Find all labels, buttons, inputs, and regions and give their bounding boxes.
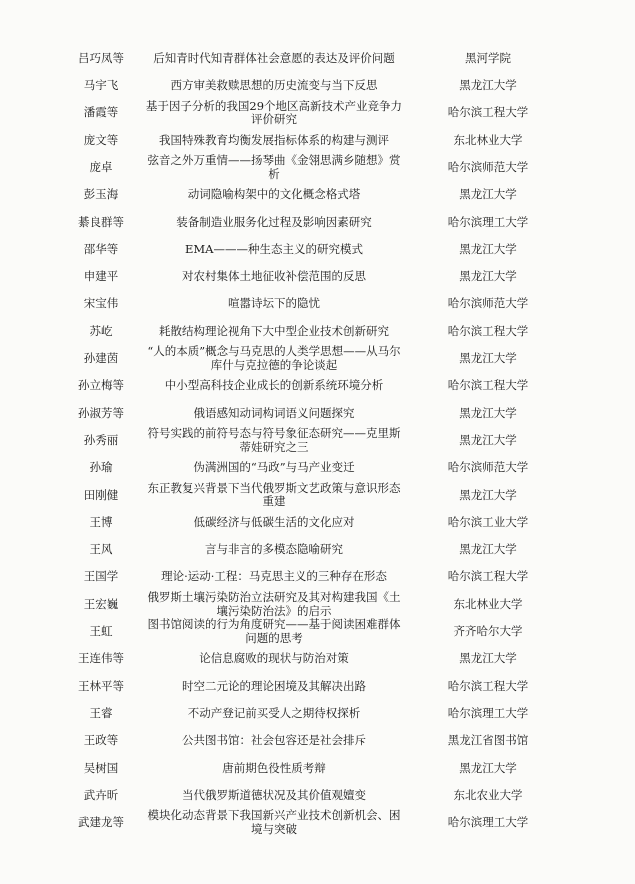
paper-title: 东正教复兴背景下当代俄罗斯文艺政策与意识形态重建	[147, 480, 401, 509]
author-name: 庞文等	[83, 132, 119, 147]
paper-title: 装备制造业服务化过程及影响因素研究	[176, 214, 372, 229]
paper-title: EMA———种生态主义的研究模式	[185, 241, 363, 256]
table-row	[0, 182, 635, 209]
institution: 黑龙江大学	[459, 78, 517, 93]
author-name: 宋宝伟	[83, 296, 119, 311]
table-row	[0, 536, 635, 563]
institution: 哈尔滨工程大学	[447, 378, 529, 393]
author-name: 王宏巍	[83, 596, 119, 611]
author-name: 王睿	[89, 705, 113, 720]
institution: 黑龙江大学	[459, 405, 517, 420]
paper-title-cell	[137, 482, 411, 509]
author-name: 申建平	[83, 269, 119, 284]
author-name: 王林平等	[78, 678, 124, 693]
institution: 哈尔滨工业大学	[447, 514, 529, 529]
institution: 哈尔滨理工大学	[447, 214, 529, 229]
table-row	[0, 509, 635, 536]
table-row	[0, 427, 635, 454]
paper-title-cell	[137, 127, 411, 154]
author-name: 邵华等	[83, 241, 119, 256]
institution: 东北林业大学	[453, 596, 523, 611]
author-name: 武卉昕	[83, 787, 119, 802]
paper-title: 基于因子分析的我国29个地区高新技术产业竞争力评价研究	[145, 98, 403, 127]
table-row	[0, 127, 635, 154]
paper-title-cell	[137, 618, 411, 645]
paper-title: 不动产登记前买受人之期待权探析	[187, 705, 361, 720]
institution: 黑龙江大学	[459, 760, 517, 775]
paper-title-cell	[137, 182, 411, 209]
paper-title-cell	[137, 209, 411, 236]
paper-title-cell	[137, 427, 411, 454]
table-row	[0, 72, 635, 99]
table-row	[0, 154, 635, 181]
institution: 黑龙江大学	[459, 651, 517, 666]
institution: 哈尔滨工程大学	[447, 569, 529, 584]
table-row	[0, 291, 635, 318]
paper-title-cell	[137, 700, 411, 727]
paper-title: 伪满洲国的“马政”与马产业变迁	[193, 460, 355, 475]
table-row	[0, 564, 635, 591]
author-name: 王博	[89, 514, 113, 529]
author-name: 吴树国	[83, 760, 119, 775]
paper-title-cell	[137, 100, 411, 127]
table-row	[0, 318, 635, 345]
paper-title: 对农村集体土地征收补偿范围的反思	[182, 269, 366, 284]
author-name: 孙立梅等	[78, 378, 124, 393]
author-name: 马宇飞	[83, 78, 119, 93]
paper-title: “人的本质”概念与马克思的人类学思想——从马尔库什与克拉德的争论谈起	[147, 344, 401, 372]
author-name: 潘霞等	[83, 105, 119, 120]
paper-title: 唐前期色役性质考辩	[222, 760, 326, 775]
paper-title-cell	[137, 536, 411, 563]
table-row	[0, 100, 635, 127]
institution: 东北林业大学	[453, 132, 523, 147]
institution: 东北农业大学	[453, 787, 523, 802]
paper-title: 弦音之外万重情——扬琴曲《金翎思满乡随想》赏析	[147, 153, 401, 181]
paper-title: 理论·运动·工程：马克思主义的三种存在形态	[161, 569, 387, 584]
institution: 黑龙江大学	[459, 351, 517, 366]
author-name: 苏屹	[89, 323, 113, 338]
paper-title: 图书馆阅读的行为角度研究——基于阅读困难群体问题的思考	[147, 617, 401, 645]
institution: 哈尔滨师范大学	[447, 296, 529, 311]
table-row	[0, 345, 635, 372]
paper-title: 耗散结构理论视角下大中型企业技术创新研究	[159, 323, 389, 338]
table-row	[0, 673, 635, 700]
institution: 哈尔滨工程大学	[447, 105, 529, 120]
author-name: 王虹	[89, 624, 113, 639]
institution: 黑龙江大学	[459, 487, 517, 502]
table-row	[0, 373, 635, 400]
table-row	[0, 263, 635, 290]
author-name: 孙秀丽	[83, 432, 119, 447]
institution: 黑龙江大学	[459, 187, 517, 202]
table-row	[0, 728, 635, 755]
table-row	[0, 646, 635, 673]
table-row	[0, 400, 635, 427]
paper-title-cell	[137, 236, 411, 263]
paper-title-cell	[137, 291, 411, 318]
table-row	[0, 809, 635, 836]
institution: 哈尔滨理工大学	[447, 815, 529, 830]
paper-title: 喧嚣诗坛下的隐忧	[228, 296, 320, 311]
author-name: 吕巧凤等	[78, 50, 124, 65]
paper-title-cell	[137, 318, 411, 345]
paper-title: 当代俄罗斯道德状况及其价值观嬗变	[182, 787, 366, 802]
table-row	[0, 45, 635, 72]
paper-title-cell	[137, 509, 411, 536]
institution: 哈尔滨工程大学	[447, 323, 529, 338]
author-name: 彭玉海	[83, 187, 119, 202]
paper-title-cell	[137, 673, 411, 700]
author-name: 孙淑芳等	[78, 405, 124, 420]
paper-title: 低碳经济与低碳生活的文化应对	[193, 514, 355, 529]
paper-title-cell	[137, 154, 411, 181]
author-name: 孙建茵	[83, 351, 119, 366]
paper-title: 动词隐喻构架中的文化概念格式塔	[187, 187, 361, 202]
institution: 哈尔滨师范大学	[447, 460, 529, 475]
paper-title-cell	[137, 455, 411, 482]
paper-title-cell	[137, 755, 411, 782]
table-row	[0, 455, 635, 482]
institution: 黑龙江省图书馆	[447, 733, 529, 748]
institution: 哈尔滨理工大学	[447, 705, 529, 720]
paper-title-cell	[137, 728, 411, 755]
table-row	[0, 482, 635, 509]
institution: 黑龙江大学	[459, 542, 517, 557]
table-row	[0, 700, 635, 727]
paper-title-cell	[137, 782, 411, 809]
paper-title: 我国特殊教育均衡发展指标体系的构建与测评	[159, 132, 389, 147]
paper-title: 论信息腐败的现状与防治对策	[199, 651, 349, 666]
paper-title: 后知青时代知青群体社会意愿的表达及评价问题	[153, 50, 395, 65]
paper-title: 中小型高科技企业成长的创新系统环境分析	[164, 378, 384, 393]
author-name: 田刚健	[83, 487, 119, 502]
author-name: 王国学	[83, 569, 119, 584]
paper-title: 言与非言的多模态隐喻研究	[205, 542, 343, 557]
table-row	[0, 618, 635, 645]
paper-title-cell	[137, 345, 411, 372]
table-row	[0, 591, 635, 618]
paper-title: 时空二元论的理论困境及其解决出路	[182, 678, 366, 693]
paper-title-cell	[137, 373, 411, 400]
paper-title-cell	[137, 72, 411, 99]
paper-title-cell	[137, 400, 411, 427]
institution: 黑龙江大学	[459, 269, 517, 284]
author-name: 王风	[89, 542, 113, 557]
paper-title: 符号实践的前符号态与符号象征态研究——克里斯蒂娃研究之三	[147, 426, 401, 454]
paper-title: 俄罗斯土壤污染防治立法研究及其对构建我国《土壤污染防治法》的启示	[147, 590, 401, 618]
author-name: 王政等	[83, 733, 119, 748]
author-name: 王连伟等	[78, 651, 124, 666]
author-name: 綦良群等	[78, 214, 124, 229]
paper-title: 模块化动态背景下我国新兴产业技术创新机会、困境与突破	[147, 808, 401, 836]
paper-title-cell	[137, 591, 411, 618]
paper-title: 俄语感知动词构词语义问题探究	[193, 405, 355, 420]
paper-title-cell	[137, 809, 411, 836]
paper-title-cell	[137, 263, 411, 290]
table-row	[0, 209, 635, 236]
author-name: 武建龙等	[78, 815, 124, 830]
table-row	[0, 236, 635, 263]
institution: 黑河学院	[465, 50, 511, 65]
paper-title-cell	[137, 564, 411, 591]
institution: 哈尔滨工程大学	[447, 678, 529, 693]
institution: 黑龙江大学	[459, 432, 517, 447]
author-name: 庞卓	[89, 159, 113, 174]
institution: 哈尔滨师范大学	[447, 159, 529, 174]
institution: 黑龙江大学	[459, 241, 517, 256]
paper-title-cell	[137, 646, 411, 673]
paper-title: 西方审美救赎思想的历史流变与当下反思	[170, 78, 378, 93]
paper-title: 公共图书馆：社会包容还是社会排斥	[182, 733, 366, 748]
table-row	[0, 782, 635, 809]
institution: 齐齐哈尔大学	[453, 624, 523, 639]
author-name: 孙瑜	[89, 460, 113, 475]
paper-title-cell	[137, 45, 411, 72]
table-row	[0, 755, 635, 782]
